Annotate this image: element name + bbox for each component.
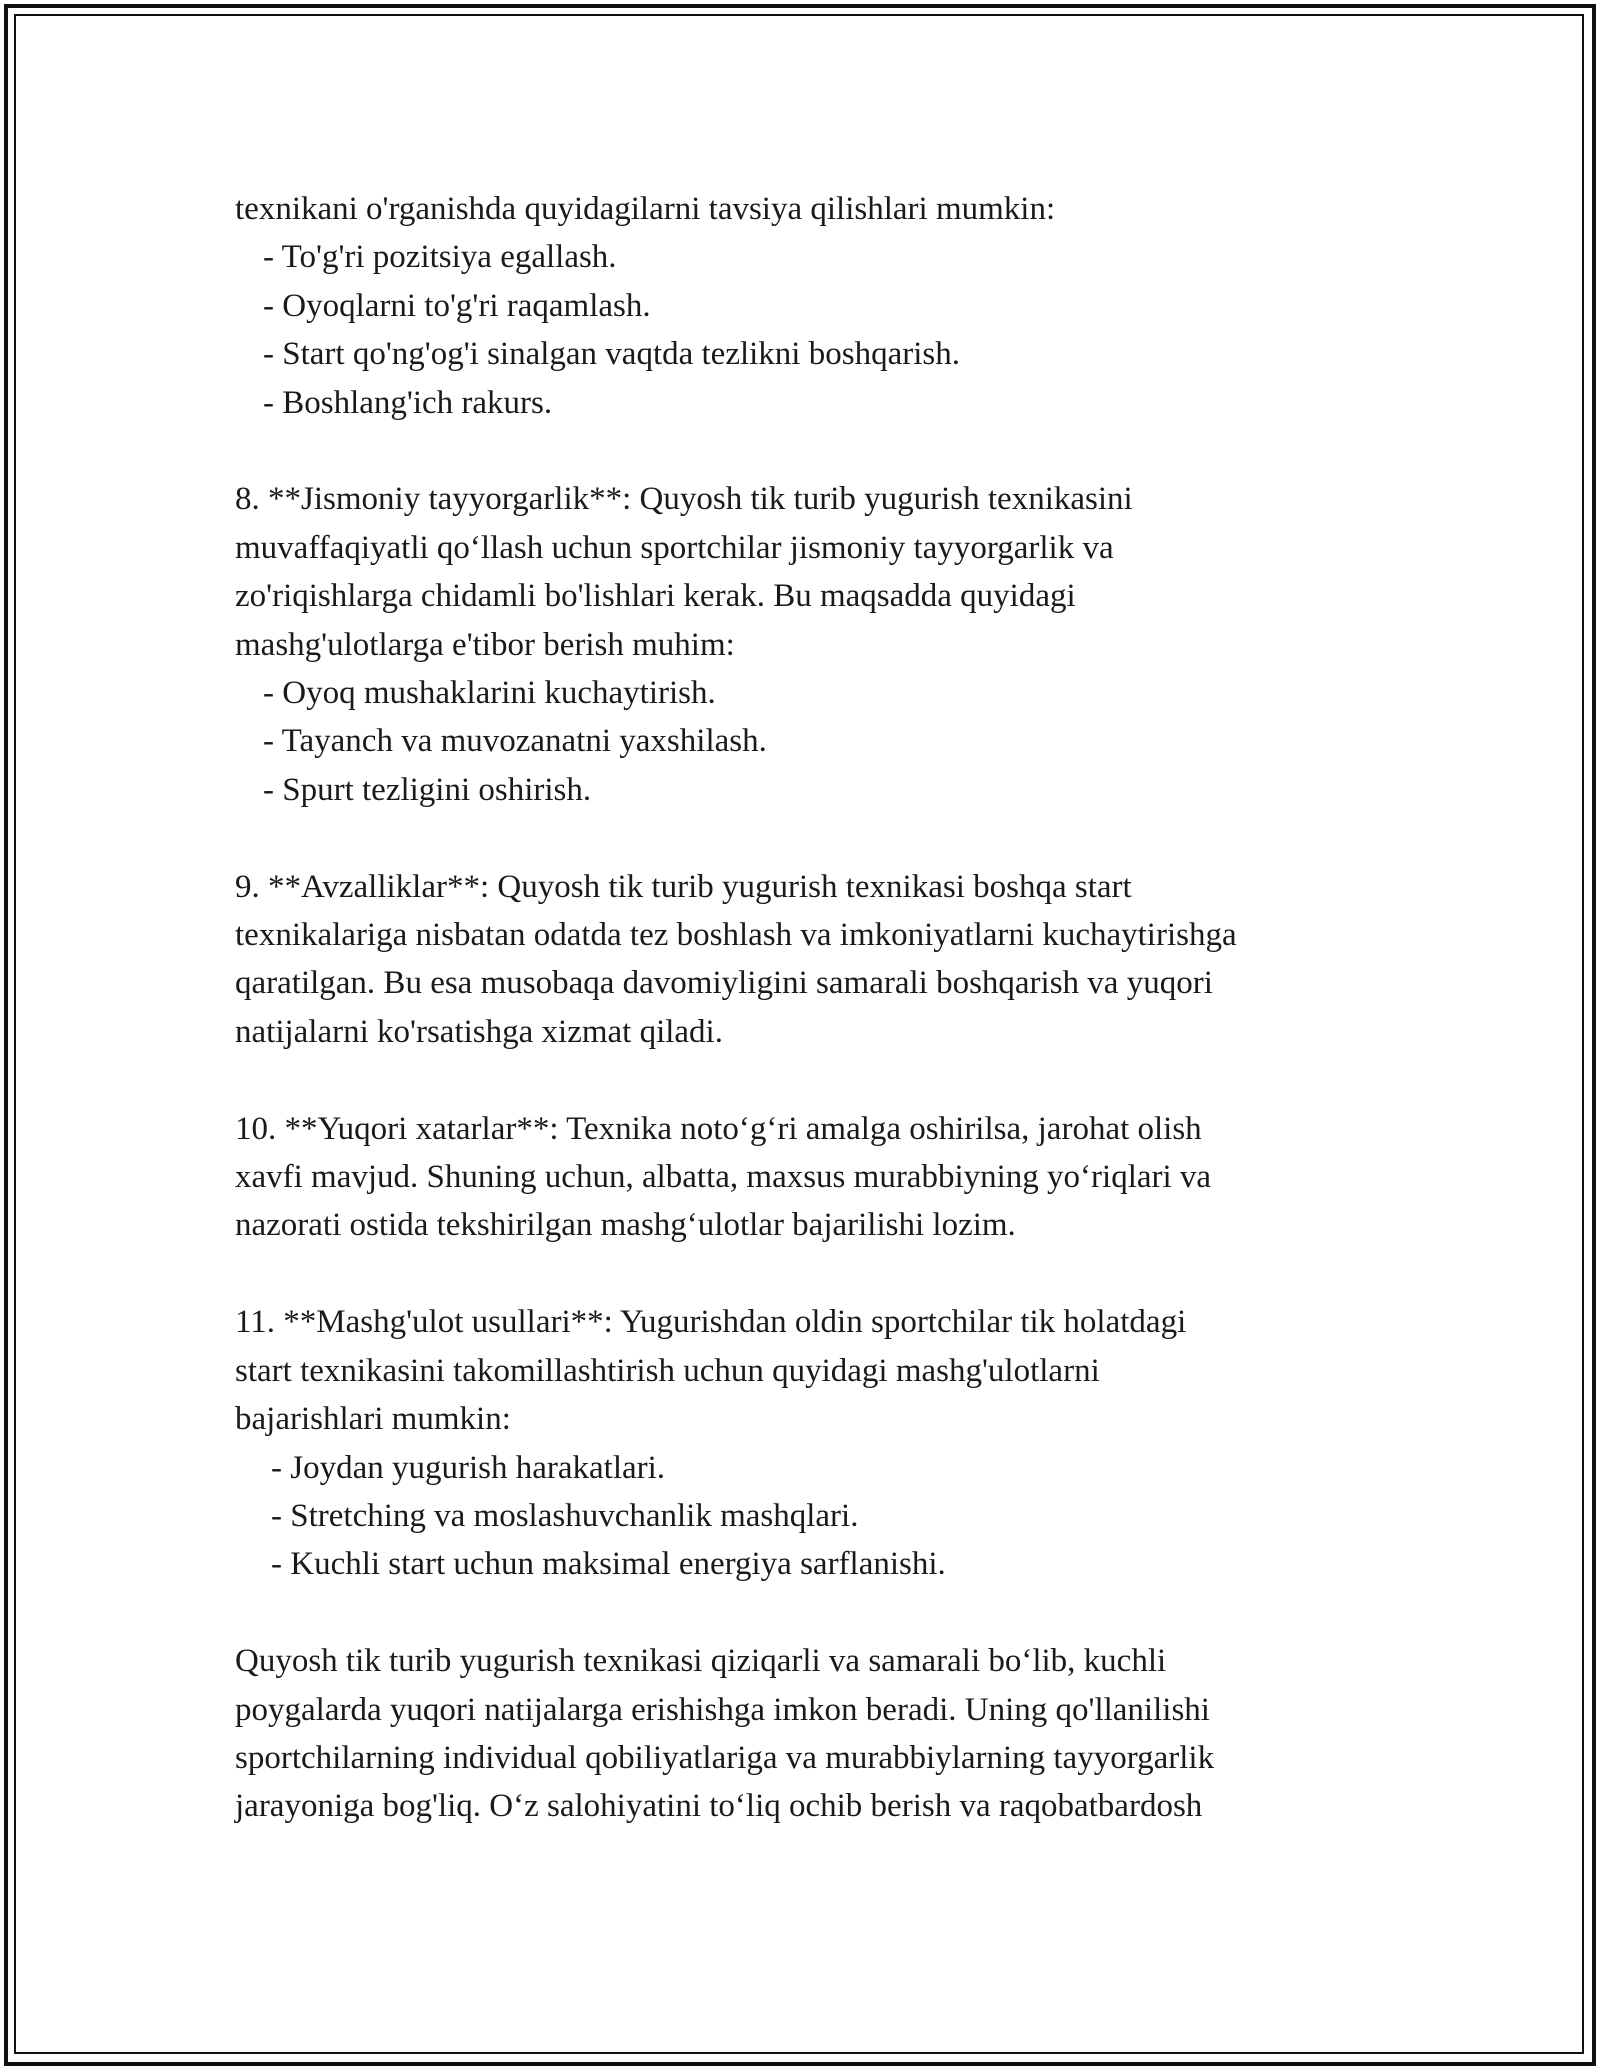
list-item: - Kuchli start uchun maksimal energiya sarflanishi. bbox=[271, 1546, 946, 1583]
text-line: nazorati ostida tekshirilgan mashg‘ulotlar bajarilishi lozim. bbox=[235, 1207, 1016, 1244]
text-line: texnikani o'rganishda quyidagilarni tavsiya qilishlari mumkin: bbox=[235, 191, 1056, 227]
list-item: - Spurt tezligini oshirish. bbox=[263, 771, 592, 808]
list-item: - To'g'ri pozitsiya egallash. bbox=[263, 239, 617, 276]
list-item: - Joydan yugurish harakatlari. bbox=[271, 1449, 666, 1486]
text-line: zo'riqishlarga chidamli bo'lishlari kerak. Bu maqsadda quyidagi bbox=[235, 578, 1076, 615]
text-line: start texnikasini takomillashtirish uchun quyidagi mashg'ulotlarni bbox=[235, 1352, 1100, 1389]
text-line: muvaffaqiyatli qo‘llash uchun sportchilar jismoniy tayyorgarlik va bbox=[235, 529, 1114, 566]
text-line: 8. **Jismoniy tayyorgarlik**: Quyosh tik turib yugurish texnikasini bbox=[235, 481, 1133, 518]
list-item: - Stretching va moslashuvchanlik mashqlari. bbox=[271, 1497, 859, 1534]
text-line: bajarishlari mumkin: bbox=[235, 1401, 511, 1438]
text-line: xavfi mavjud. Shuning uchun, albatta, maxsus murabbiyning yo‘riqlari va bbox=[235, 1159, 1212, 1196]
text-line: texnikalariga nisbatan odatda tez boshlash va imkoniyatlarni kuchaytirishga bbox=[235, 917, 1237, 954]
blank-line bbox=[235, 814, 1365, 862]
text-line: poygalarda yuqori natijalarga erishishga imkon beradi. Uning qo'llanilishi bbox=[235, 1691, 1210, 1728]
text-line: 11. **Mashg'ulot usullari**: Yugurishdan oldin sportchilar tik holatdagi bbox=[235, 1304, 1187, 1341]
list-item: - Boshlang'ich rakurs. bbox=[263, 384, 553, 421]
blank-line bbox=[235, 427, 1365, 475]
text-line: natijalarni ko'rsatishga xizmat qiladi. bbox=[235, 1013, 723, 1050]
text-line: mashg'ulotlarga e'tibor berish muhim: bbox=[235, 626, 735, 663]
blank-line bbox=[235, 1589, 1365, 1637]
text-line: 10. **Yuqori xatarlar**: Texnika noto‘g‘ri amalga oshirilsa, jarohat olish bbox=[235, 1110, 1202, 1147]
document-body bbox=[235, 185, 1365, 1831]
list-item: - Tayanch va muvozanatni yaxshilash. bbox=[263, 723, 767, 760]
list-item: - Start qo'ng'og'i sinalgan vaqtda tezlikni boshqarish. bbox=[263, 336, 960, 373]
text-line: qaratilgan. Bu esa musobaqa davomiyligini samarali boshqarish va yuqori bbox=[235, 965, 1213, 1002]
list-item: - Oyoqlarni to'g'ri raqamlash. bbox=[263, 287, 651, 324]
list-item: - Oyoq mushaklarini kuchaytirish. bbox=[263, 675, 716, 712]
text-line: 9. **Avzalliklar**: Quyosh tik turib yugurish texnikasi boshqa start bbox=[235, 868, 1132, 905]
text-line: sportchilarning individual qobiliyatlariga va murabbiylarning tayyorgarlik bbox=[235, 1739, 1215, 1776]
blank-line bbox=[235, 1250, 1365, 1298]
blank-line bbox=[235, 1056, 1365, 1104]
text-line: jarayoniga bog'liq. O‘z salohiyatini to‘liq ochib berish va raqobatbardosh bbox=[235, 1788, 1203, 1825]
text-line: Quyosh tik turib yugurish texnikasi qiziqarli va samarali bo‘lib, kuchli bbox=[235, 1643, 1167, 1680]
